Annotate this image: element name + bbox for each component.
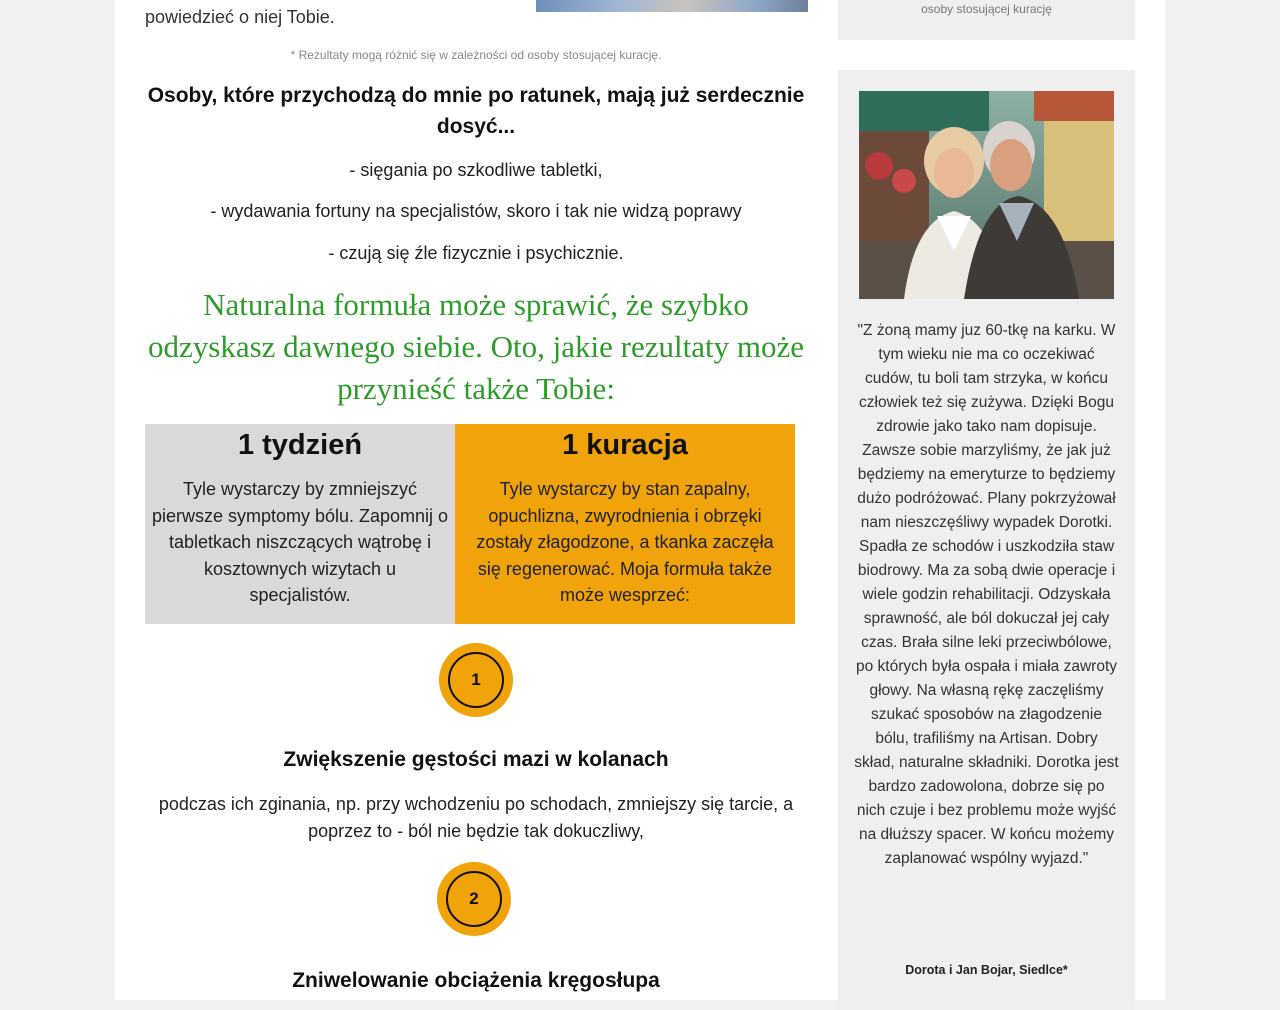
benefit-number: 2 [446, 871, 502, 927]
result-box-course [455, 424, 795, 624]
sidebar-caption: osoby stosującej kurację [921, 2, 1052, 16]
sidebar-card-previous [838, 0, 1135, 40]
results-disclaimer: * Rezultaty mogą różnić się w zależności od osoby stosującej kurację. [290, 48, 662, 62]
result-box-text: Tyle wystarczy by zmniejszyć pierwsze symptomy bólu. Zapomnij o tabletkach niszczących wątrobę i kosztownych wizytach u specjalistów. [151, 479, 449, 605]
intro-text: powiedzieć o niej Tobie. [145, 7, 335, 27]
complaint-item: - czują się źle fizycznie i psychicznie. [328, 243, 624, 263]
benefit-title: Zniwelowanie obciążenia kręgosłupa [292, 969, 660, 992]
results-heading: Naturalna formuła może sprawić, że szybko odzyskasz dawnego siebie. Oto, jakie rezultaty może przynieść także Tobie: [148, 287, 804, 406]
main-column [145, 0, 807, 1000]
article-photo [536, 0, 808, 12]
complaint-item: - wydawania fortuny na specjalistów, skoro i tak nie widzą poprawy [210, 201, 742, 221]
couple-photo-illustration [859, 91, 1114, 299]
result-box-title: 1 tydzień [237, 429, 363, 461]
testimonial-card [838, 70, 1135, 1010]
complaint-item: - sięgania po szkodliwe tabletki, [349, 160, 603, 180]
result-box-title: 1 kuracja [562, 429, 688, 461]
benefit-number-badge [439, 643, 513, 717]
benefit-number: 1 [448, 652, 504, 708]
results-boxes [145, 424, 795, 624]
testimonial-photo [859, 91, 1114, 299]
result-box-text: Tyle wystarczy by stan zapalny, opuchlizna, zwyrodnienia i obrzęki zostały złagodzone, a tkanka zaczęła się regenerować. Moja formuła także może wesprzeć: [476, 479, 774, 605]
testimonial-signature: Dorota i Jan Bojar, Siedlce* [905, 963, 1068, 977]
benefit-title: Zwiększenie gęstości mazi w kolanach [283, 748, 669, 771]
benefit-text: podczas ich zginania, np. przy wchodzeniu po schodach, zmniejszy się tarcie, a poprzez to - ból nie będzie tak dokuczliwy, [158, 794, 794, 841]
section-headline: Osoby, które przychodzą do mnie po ratunek, mają już serdecznie dosyć... [147, 84, 805, 138]
testimonial-quote: "Z żoną mamy juz 60-tkę na karku. W tym wieku nie ma co oczekiwać cudów, tu boli tam strzyka, w końcu człowiek też się zużywa. Dzięki Bogu zdrowie jako tako nam dopisuje. Zawsze sobie marzyliśmy, że jak już będziemy na emeryturze to będziemy dużo podróżować. Plany pokrzyżował nam nieszczęśliwy wypadek Dorotki. Spadła ze schodów i uszkodziła staw biodrowy. Ma za sobą dwie operacje i wiele godzin rehabilitacji. Odzyskała sprawność, ale ból dokuczał jej cały czas. Brała silne leki przeciwbólowe, po których była ospała i miała zawroty głowy. Na własną rękę zaczęliśmy szukać sposobów na złagodzenie bólu, trafiliśmy na Artisan. Dobry skład, naturalne składniki. Dorotka jest bardzo zadowolona, dobrze się po nich czuje i bez problemu może wyjść na dłuższy spacer. W końcu możemy zaplanować wspólny wyjazd." [854, 322, 1119, 867]
benefit-number-badge [437, 862, 511, 936]
result-box-week [145, 424, 455, 624]
page-container [115, 0, 1165, 1000]
